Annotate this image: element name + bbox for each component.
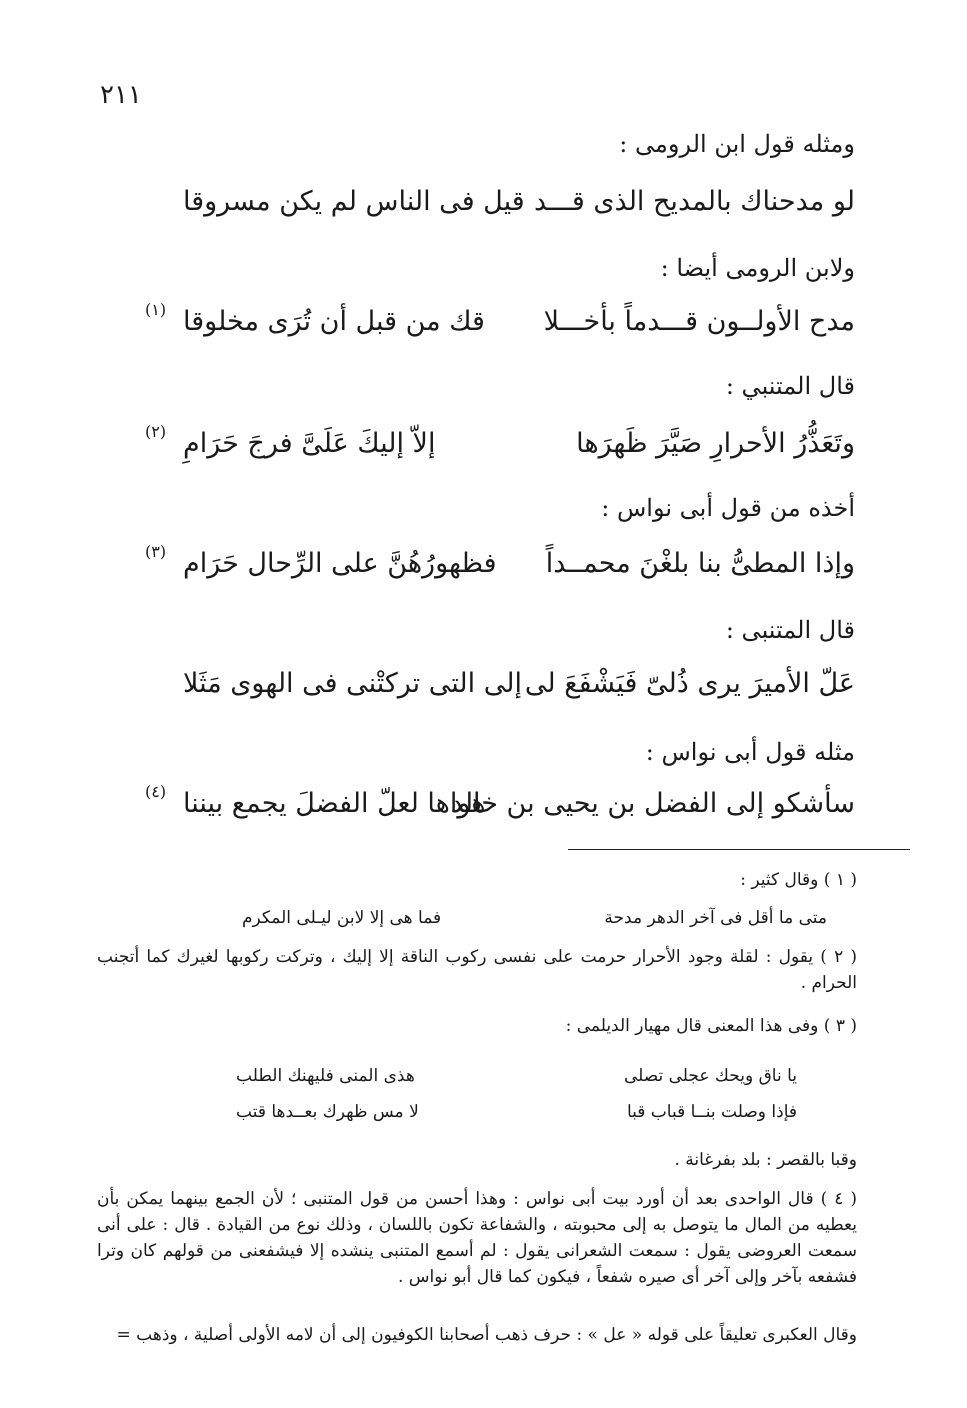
footnote-marker: (١) (145, 300, 167, 319)
footnote-ukbari-text: وقال العكبرى تعليقاً على قوله « عل » : حرف ذهب أصحابنا الكوفيون إلى أن لامه الأولى أصلية ، وذهب = (116, 1325, 857, 1345)
footnote-1-verse-second: فما هى إلا لابن ليـلى المكرم (242, 908, 442, 928)
footnote-3-intro: ( ٣ ) وفى هذا المعنى قال مهيار الديلمى : (565, 1016, 857, 1036)
verse-line (145, 186, 855, 226)
verse-first-hemistich: عَلّ الأميرَ يرى ذُلىّ فَيَشْفَعَ لى (524, 668, 855, 699)
section-heading: ولابن الرومى أيضا : (660, 254, 855, 282)
verse-first-hemistich: مدح الأولــون قـــدماً بأخـــلا (543, 306, 855, 337)
verse-second-hemistich: فظهورُهُنَّ على الرِّحال حَرَام (183, 548, 497, 579)
verse-second-hemistich: قك من قبل أن تُرَى مخلوقا (183, 306, 485, 337)
footnote-3-poem-row1-second: هذى المنى فليهنك الطلب (236, 1066, 415, 1086)
verse-first-hemistich: لو مدحناك بالمديح الذى قـــد (534, 186, 855, 217)
section-heading: قال المتنبى : (725, 616, 855, 644)
footnote-2-text: ( ٢ ) يقول : لقلة وجود الأحرار حرمت على نفسى ركوب الناقة إلا إليك ، وتركت ركوبها لغيرك كما أتجنب الحرام . (97, 947, 857, 993)
verse-first-hemistich: وإذا المطىُّ بنا بلغْنَ محمــداً (545, 548, 855, 579)
verse-second-hemistich: إلى التى تركتْنى فى الهوى مَثَلا (183, 668, 522, 699)
footnote-1-intro: ( ١ ) وقال كثير : (740, 870, 857, 890)
verse-second-hemistich: إلاّ إليكَ عَلَىَّ فرجَ حَرَامِ (183, 428, 436, 459)
section-heading: ومثله قول ابن الرومى : (619, 130, 855, 158)
footnote-marker: (٣) (145, 542, 167, 561)
verse-line (145, 542, 855, 588)
footnote-marker: (٢) (145, 422, 167, 441)
footnote-3-poem-row1-first: يا ناق ويحك عجلى تصلى (623, 1066, 797, 1086)
verse-second-hemistich: هواها لعلّ الفضلَ يجمع بيننا (183, 788, 486, 819)
section-heading: قال المتنبي : (725, 372, 855, 400)
verse-line (145, 668, 855, 708)
verse-first-hemistich: سأشكو إلى الفضل بن يحيى بن خالد (450, 788, 855, 819)
section-heading: مثله قول أبى نواس : (645, 738, 855, 766)
verse-line (145, 782, 855, 828)
footnote-1-verse-first: متى ما أقل فى آخر الدهر مدحة (604, 908, 827, 928)
verse-line (145, 300, 855, 346)
footnote-3-poem-row2-second: لا مس ظهرك بعــدها قتب (236, 1102, 419, 1122)
page-number: ٢١١ (100, 80, 142, 110)
footnote-3-gloss: وقبا بالقصر : بلد بفرغانة . (674, 1150, 857, 1170)
footnote-3-poem-row2-first: فإذا وصلت بنــا قباب قبا (626, 1102, 797, 1122)
footnote-marker: (٤) (145, 782, 167, 801)
verse-first-hemistich: وتَعَذُّرُ الأحرارِ صَيَّرَ ظَهرَها (576, 428, 855, 459)
footnote-divider (568, 849, 910, 850)
verse-line (145, 422, 855, 468)
verse-second-hemistich: قيل فى الناس لم يكن مسروقا (183, 186, 525, 217)
section-heading: أخذه من قول أبى نواس : (601, 494, 855, 522)
footnote-4-text: ( ٤ ) قال الواحدى بعد أن أورد بيت أبى نواس : وهذا أحسن من قول المتنبى ؛ لأن الجمع بينهما يمكن بأن يعطيه من المال ما يتوصل به إلى محبوبته ، والشفاعة تكون باللسان ، وذلك نوع من القيادة . قال : على أنى سمعت العروضى يقول : سمعت الشعرانى يقول : لم أسمع المتنبى ينشده إلا فيشفعنى من قولهم كان وترا فشفعه بآخر وإلى آخر أى صيره شفعاً ، فيكون كما قال أبو نواس . (97, 1189, 857, 1287)
